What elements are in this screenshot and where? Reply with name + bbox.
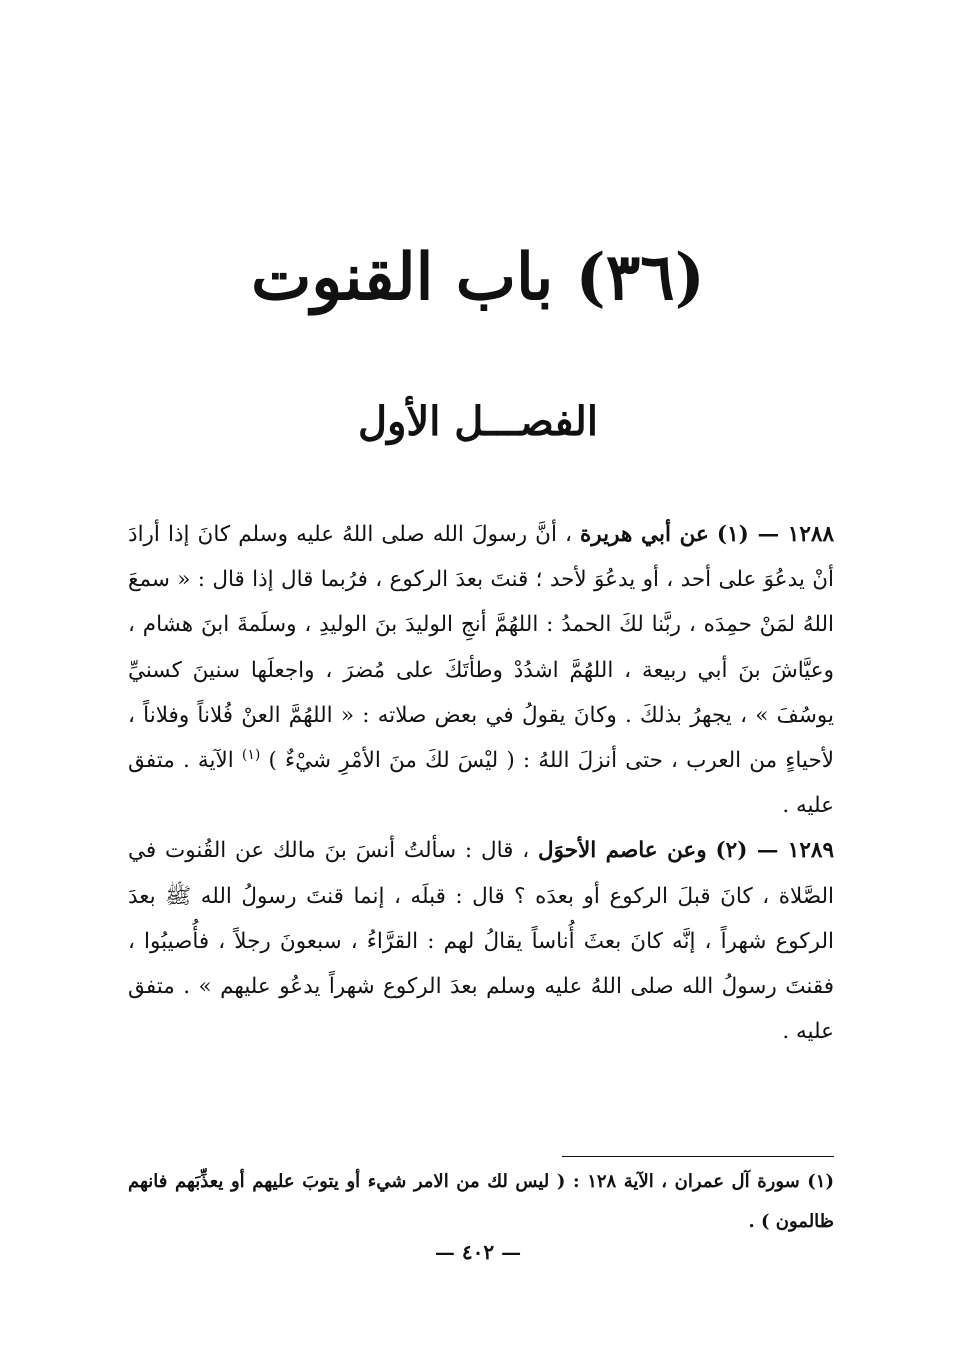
footnote-divider [562,1156,834,1157]
hadith-narrator: عن أبي هريرة [580,522,709,547]
hadith-text: ، أنَّ رسولَ الله صلى اللهُ عليه وسلم كانَ إذا أرادَ أنْ يدعُوَ على أحد ، أو يدعُوَ لأحد ؛ قنتَ بعدَ الركوع ، فرُبما قال إذا قال : « سمعَ اللهُ لمَنْ حمِدَه ، ربَّنا لكَ الحمدُ : اللهُمَّ أنجِ الوليدَ بنَ الوليدِ ، وسلَمةَ ابنَ هشام ، وعيَّاشَ بنَ أبي ربيعة ، اللهُمَّ اشدُدْ وطأتَكَ على مُضرَ ، واجعلَها سنينَ كسنيِّ يوسُفَ » ، يجهرُ بذلكَ . وكانَ يقولُ في بعض صلاته : « اللهُمَّ العنْ فُلاناً وفلاناً ، لأحياءٍ من العرب ، حتى أنزلَ اللهُ : ( ليْسَ لكَ منَ الأمْرِ شيْءٌ ) [128,522,834,774]
hadith-body [128,512,834,1054]
hadith-1289 [128,828,834,1054]
footnote-reference: (١) [241,746,261,763]
hadith-number: ١٢٨٨ — (١) [716,522,834,547]
hadith-narrator: وعن عاصم الأحوَل [537,838,707,864]
hadith-number: ١٢٨٩ — (٢) [715,838,834,864]
footnote: (١) سورة آل عمران ، الآية ١٢٨ : ( ليس لك من الامر شيء أو يتوبَ عليهم أو يعذِّبَهم فانهم ظالمون ) . [128,1171,834,1232]
section-title: الفصـــل الأول [358,398,598,445]
hadith-ending: الآية . متفق عليه . [128,748,834,819]
page-number: — ٤٠٢ — [434,1240,522,1264]
hadith-1288 [128,512,834,828]
hadith-text: ، قال : سألتُ أنسَ بنَ مالك عن القُنوت في الصَّلاة ، كانَ قبلَ الركوع أو بعدَه ؟ قال : قبلَه ، إنما قنتَ رسولُ الله ﷺ بعدَ الركوع شهراً ، إنَّه كانَ بعثَ أُناساً يقالُ لهم : القرَّاءُ ، سبعونَ رجلاً ، فأُصيبُوا ، فقنتَ رسولُ الله صلى اللهُ عليه وسلم بعدَ الركوع شهراً يدعُو عليهم » . متفق عليه . [128,838,834,1045]
chapter-title: (٣٦) باب القنوت [251,240,705,315]
